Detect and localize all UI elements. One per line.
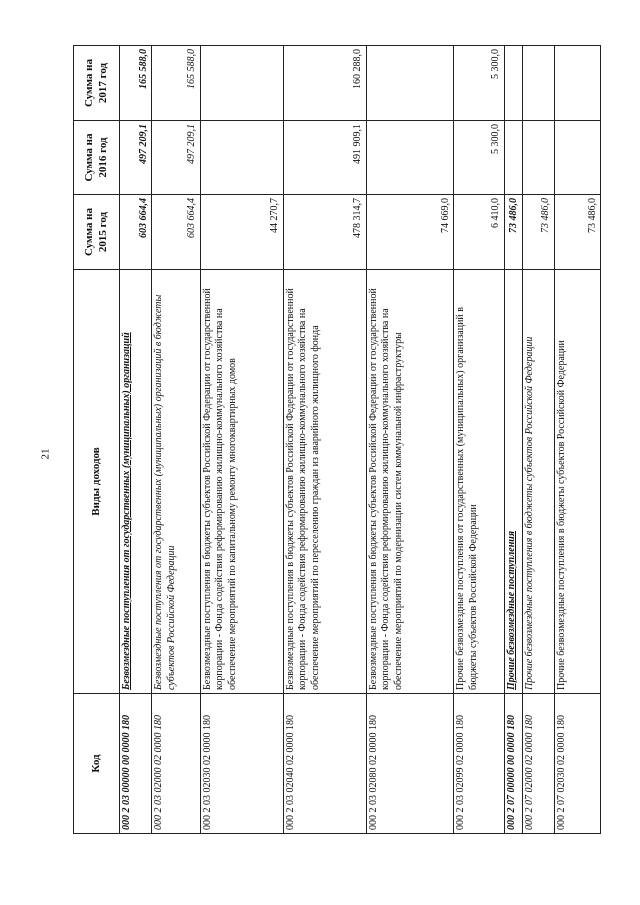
table-row bbox=[504, 46, 522, 834]
header-row bbox=[74, 46, 120, 834]
row-code bbox=[283, 694, 366, 834]
row-name-text: Безвозмездные поступления в бюджеты субъектов Российской Федерации от государственной корпорации - Фонда содействия реформированию жилищно-коммунального хозяйства на обеспечение мероприятий по капитальному ремонту многоквартирных домов bbox=[201, 288, 238, 690]
row-sum-2016 bbox=[504, 121, 522, 195]
row-name-text: Безвозмездные поступления в бюджеты субъектов Российской Федерации от государственной корпорации - Фонда содействия реформированию жилищно-коммунального хозяйства на обеспечение мероприятий по модернизации систем коммунальной инфраструктуры bbox=[367, 288, 404, 690]
row-name-text: Прочие безвозмездные поступления bbox=[505, 530, 517, 690]
row-sum-2016-text: 491 909,1 bbox=[352, 124, 363, 164]
row-code bbox=[504, 694, 522, 834]
row-sum-2017 bbox=[504, 46, 522, 121]
row-name-text: Безвозмездные поступления в бюджеты субъектов Российской Федерации от государственной корпорации - Фонда содействия реформированию жилищно-коммунального хозяйства на обеспечение мероприятий по переселению граждан из аварийного жилищного фонда bbox=[284, 288, 321, 690]
row-sum-2015-text: 478 314,7 bbox=[352, 198, 363, 238]
row-sum-2017 bbox=[283, 46, 366, 121]
row-sum-2015 bbox=[366, 195, 454, 270]
row-sum-2015 bbox=[522, 195, 554, 270]
row-sum-2017 bbox=[522, 46, 554, 121]
row-name-text: Безвозмездные поступления от государственных (муниципальных) организаций bbox=[121, 332, 132, 690]
row-sum-2016 bbox=[283, 121, 366, 195]
row-name bbox=[283, 270, 366, 694]
row-sum-2015-text: 44 270,7 bbox=[269, 198, 281, 233]
row-sum-2016 bbox=[120, 121, 152, 195]
row-sum-2017-text: 160 288,0 bbox=[352, 49, 363, 89]
row-code bbox=[522, 694, 554, 834]
row-sum-2016 bbox=[152, 121, 200, 195]
header-2016: Сумма на 2016 год bbox=[74, 121, 120, 195]
table-row bbox=[366, 46, 454, 834]
row-sum-2016-text: 497 209,1 bbox=[137, 124, 149, 164]
row-name-text: Прочие безвозмездные поступления в бюджеты субъектов Российской Федерации bbox=[523, 336, 535, 690]
row-sum-2017 bbox=[152, 46, 200, 121]
header-2015: Сумма на 2015 год bbox=[74, 195, 120, 270]
table-row bbox=[120, 46, 152, 834]
row-sum-2016-text: 497 209,1 bbox=[186, 124, 198, 164]
row-sum-2017-text: 5 300,0 bbox=[490, 49, 502, 79]
row-sum-2015 bbox=[554, 195, 600, 270]
table-body bbox=[120, 46, 601, 834]
row-sum-2015 bbox=[283, 195, 366, 270]
row-sum-2015-text: 73 486,0 bbox=[508, 198, 520, 233]
row-code-text: 000 2 03 02030 02 0000 180 bbox=[201, 715, 213, 830]
table-row bbox=[152, 46, 200, 834]
page-number: 21 bbox=[39, 448, 52, 460]
row-code-text: 000 2 03 02080 02 0000 180 bbox=[367, 715, 379, 830]
header-code: Код bbox=[74, 694, 120, 834]
row-code-text: 000 2 03 02040 02 0000 180 bbox=[284, 715, 296, 830]
row-name bbox=[504, 270, 522, 694]
table-row bbox=[200, 46, 283, 834]
row-name-text: Прочие безвозмездные поступления от государственных (муниципальных) организаций в бюджеты субъектов Российской Федерации bbox=[455, 306, 479, 690]
rotated-table-container bbox=[73, 46, 601, 834]
table-row bbox=[554, 46, 600, 834]
row-sum-2017-text: 165 588,0 bbox=[137, 49, 149, 89]
row-name bbox=[454, 270, 505, 694]
row-sum-2016 bbox=[366, 121, 454, 195]
row-code bbox=[454, 694, 505, 834]
row-sum-2017 bbox=[366, 46, 454, 121]
row-code-text: 000 2 03 02000 02 0000 180 bbox=[153, 715, 165, 830]
row-name-text: Прочие безвозмездные поступления в бюджеты субъектов Российской Федерации bbox=[555, 340, 567, 690]
row-sum-2017 bbox=[120, 46, 152, 121]
row-sum-2015 bbox=[454, 195, 505, 270]
row-name bbox=[152, 270, 200, 694]
row-sum-2015 bbox=[504, 195, 522, 270]
row-name bbox=[120, 270, 152, 694]
row-name bbox=[200, 270, 283, 694]
row-code bbox=[554, 694, 600, 834]
row-sum-2016 bbox=[554, 121, 600, 195]
row-code-text: 000 2 03 00000 00 0000 180 bbox=[121, 715, 132, 830]
row-code-text: 000 2 07 00000 00 0000 180 bbox=[505, 715, 517, 830]
row-sum-2015 bbox=[200, 195, 283, 270]
row-sum-2017 bbox=[454, 46, 505, 121]
row-sum-2016 bbox=[522, 121, 554, 195]
row-code-text: 000 2 07 02000 02 0000 180 bbox=[523, 715, 535, 830]
header-name: Виды доходов bbox=[74, 270, 120, 694]
row-sum-2015 bbox=[152, 195, 200, 270]
row-sum-2017 bbox=[200, 46, 283, 121]
table-row bbox=[522, 46, 554, 834]
row-code-text: 000 2 07 02030 02 0000 180 bbox=[555, 715, 567, 830]
row-name-text: Безвозмездные поступления от государственных (муниципальных) организаций в бюджеты субъектов Российской Федерации bbox=[153, 294, 177, 690]
row-sum-2015-text: 74 669,0 bbox=[439, 198, 451, 233]
row-sum-2016 bbox=[454, 121, 505, 195]
row-sum-2015 bbox=[120, 195, 152, 270]
row-code bbox=[152, 694, 200, 834]
row-code-text: 000 2 03 02099 02 0000 180 bbox=[455, 715, 467, 830]
row-code bbox=[366, 694, 454, 834]
row-name bbox=[522, 270, 554, 694]
row-code bbox=[200, 694, 283, 834]
row-sum-2015-text: 73 486,0 bbox=[540, 198, 552, 233]
row-sum-2015-text: 6 410,0 bbox=[490, 198, 502, 228]
row-sum-2017-text: 165 588,0 bbox=[186, 49, 198, 89]
row-name bbox=[366, 270, 454, 694]
table-row bbox=[283, 46, 366, 834]
row-code bbox=[120, 694, 152, 834]
row-sum-2015-text: 603 664,4 bbox=[186, 198, 198, 238]
row-name bbox=[554, 270, 600, 694]
revenue-table bbox=[73, 45, 601, 834]
row-sum-2016 bbox=[200, 121, 283, 195]
row-sum-2016-text: 5 300,0 bbox=[490, 124, 502, 154]
row-sum-2015-text: 603 664,4 bbox=[137, 198, 149, 238]
row-sum-2017 bbox=[554, 46, 600, 121]
table-row bbox=[454, 46, 505, 834]
row-sum-2015-text: 73 486,0 bbox=[586, 198, 598, 233]
header-2017: Сумма на 2017 год bbox=[74, 46, 120, 121]
